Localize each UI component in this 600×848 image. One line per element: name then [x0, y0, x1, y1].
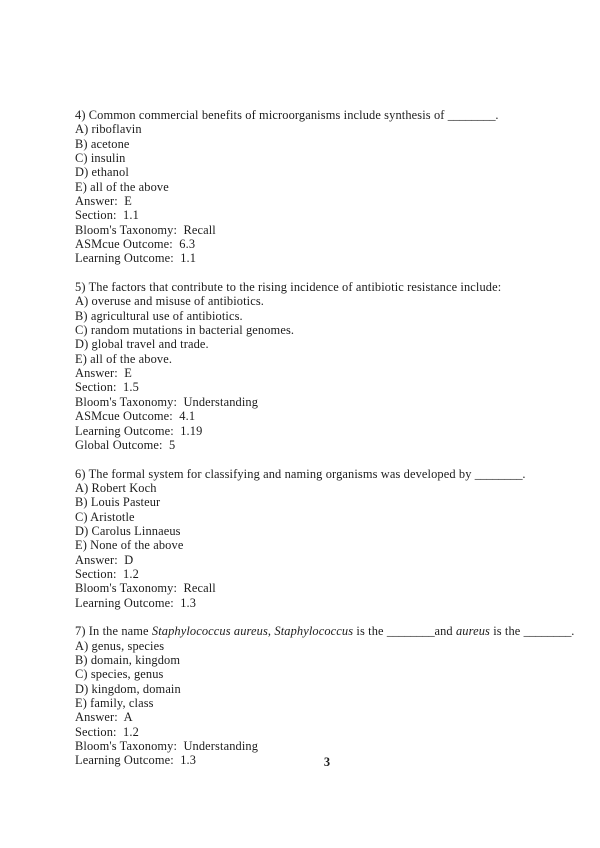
answer-choice: B) Louis Pasteur: [75, 495, 161, 510]
question-metadata: Section: 1.1: [75, 208, 139, 223]
question-metadata: Section: 1.2: [75, 566, 139, 581]
question-metadata: Learning Outcome: 1.3: [75, 753, 197, 768]
answer-choice: A) genus, species: [75, 638, 165, 653]
question-metadata: Answer: A: [75, 710, 133, 725]
question-block: [75, 280, 575, 452]
answer-choice: C) insulin: [75, 151, 126, 166]
stem-text: 5) The factors that contribute to the rising incidence of antibiotic resistance include:: [75, 280, 502, 295]
stem-text: ,: [267, 624, 275, 639]
answer-blank: ________: [523, 624, 572, 639]
stem-text: .: [495, 108, 499, 122]
answer-choice: D) global travel and trade.: [75, 337, 209, 352]
answer-choice: D) Carolus Linnaeus: [75, 523, 181, 538]
question-metadata: Learning Outcome: 1.19: [75, 423, 203, 438]
answer-choice: A) riboflavin: [75, 122, 142, 137]
question-stem: [75, 108, 575, 122]
answer-choice: E) all of the above: [75, 179, 169, 194]
question-metadata: Bloom's Taxonomy: Understanding: [75, 738, 259, 753]
question-stem: [75, 467, 575, 481]
scientific-name: Staphylococcus aureus: [151, 624, 268, 639]
stem-text: 6) The formal system for classifying and naming organisms was developed by: [75, 466, 475, 481]
stem-text: .: [522, 466, 526, 481]
scientific-name: aureus: [455, 624, 490, 639]
answer-choice: E) None of the above: [75, 538, 184, 553]
question-metadata: Global Outcome: 5: [75, 437, 176, 452]
stem-text: 7) In the name: [75, 624, 152, 639]
question-metadata: Section: 1.5: [75, 380, 139, 395]
answer-blank: ________: [447, 108, 496, 122]
question-stem: [75, 280, 575, 294]
answer-choice: D) ethanol: [75, 165, 129, 180]
question-metadata: Answer: D: [75, 552, 134, 567]
stem-text: and: [434, 624, 456, 639]
question-metadata: Bloom's Taxonomy: Understanding: [75, 394, 259, 409]
answer-choice: C) species, genus: [75, 667, 164, 682]
stem-text: is the: [489, 624, 524, 639]
answer-choice: A) overuse and misuse of antibiotics.: [75, 294, 265, 309]
answer-blank: ________: [386, 624, 435, 639]
question-metadata: ASMcue Outcome: 4.1: [75, 409, 196, 424]
question-block: [75, 467, 575, 610]
question-metadata: Answer: E: [75, 194, 132, 209]
question-metadata: Learning Outcome: 1.1: [75, 251, 197, 266]
question-metadata: Bloom's Taxonomy: Recall: [75, 581, 216, 596]
page-number: 3: [323, 755, 331, 769]
question-metadata: Bloom's Taxonomy: Recall: [75, 222, 216, 237]
answer-blank: ________: [474, 466, 523, 481]
stem-text: 4) Common commercial benefits of microorganisms include synthesis of: [75, 108, 448, 122]
stem-text: is the: [353, 624, 387, 639]
answer-choice: B) domain, kingdom: [75, 652, 181, 667]
question-metadata: Section: 1.2: [75, 724, 139, 739]
answer-choice: C) random mutations in bacterial genomes.: [75, 323, 295, 338]
answer-choice: B) acetone: [75, 136, 130, 151]
answer-choice: C) Aristotle: [75, 509, 135, 524]
question-block: [75, 108, 575, 266]
question-metadata: Answer: E: [75, 366, 132, 381]
answer-choice: E) family, class: [75, 695, 154, 710]
answer-choice: E) all of the above.: [75, 351, 173, 366]
stem-text: .: [571, 624, 575, 639]
question-metadata: Learning Outcome: 1.3: [75, 595, 197, 610]
question-metadata: ASMcue Outcome: 6.3: [75, 237, 196, 252]
question-stem: [75, 624, 575, 638]
scientific-name: Staphylococcus: [274, 624, 354, 639]
answer-choice: D) kingdom, domain: [75, 681, 181, 696]
answer-choice: A) Robert Koch: [75, 480, 157, 495]
question-block: [75, 624, 575, 767]
question-list: [75, 108, 575, 768]
answer-choice: B) agricultural use of antibiotics.: [75, 308, 243, 323]
